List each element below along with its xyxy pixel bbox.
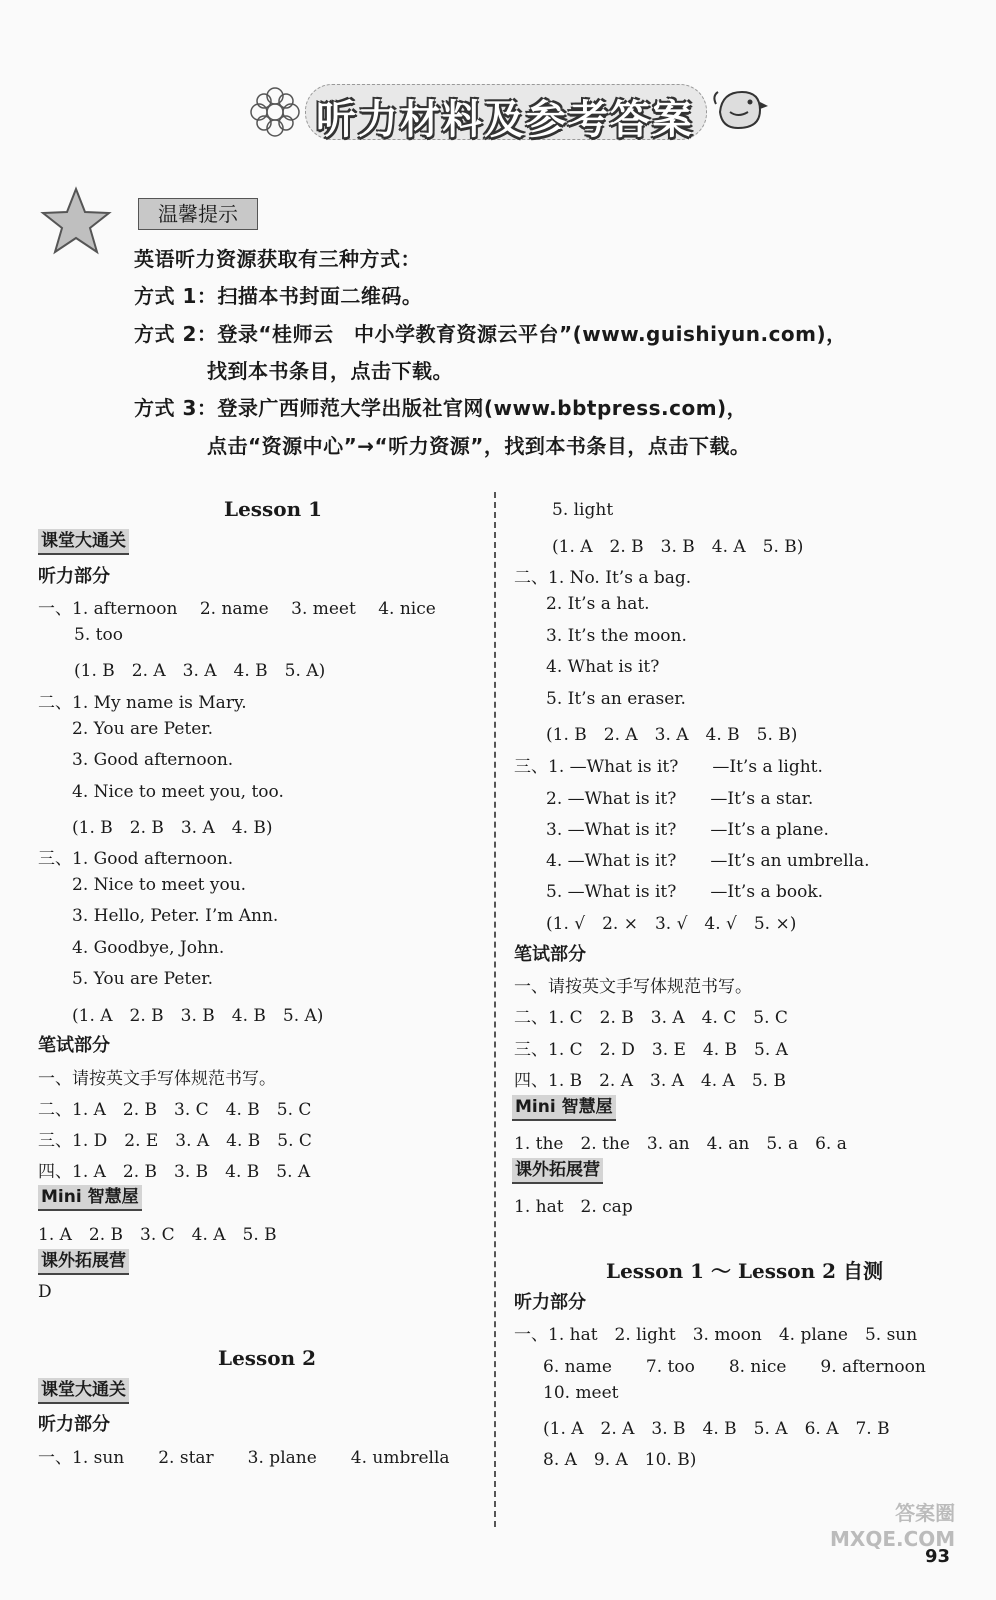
tip-method-3: 方式 3：登录广西师范大学出版社官网(www.bbtpress.com)， [134,396,748,420]
answer-line: 二、1. My name is Mary. [38,693,247,713]
answer-line: 二、1. C 2. B 3. A 4. C 5. C [514,1008,788,1028]
answer-line: D [38,1282,52,1302]
answer-line: 6. name 7. too 8. nice 9. afternoon [543,1357,926,1377]
answer-line: (1. √ 2. × 3. √ 4. √ 5. ×) [546,914,797,934]
answer-line: 3. Hello, Peter. I’m Ann. [72,906,279,926]
answer-line: 4. Nice to meet you, too. [72,782,284,802]
lesson1-title: Lesson 1 [224,497,323,521]
watermark [830,1500,955,1552]
flower-icon [245,82,305,142]
answer-line: 4. —What is it? —It’s an umbrella. [546,851,870,871]
answer-line: 4. What is it? [546,657,660,677]
answer-line: 一、请按英文手写体规范书写。 [514,977,752,997]
self-test-title: Lesson 1 ～ Lesson 2 自测 [606,1259,884,1283]
answer-line: 3. Good afternoon. [72,750,234,770]
lesson2-title: Lesson 2 [218,1346,317,1370]
answer-line: 5. You are Peter. [72,969,213,989]
answer-line: (1. B 2. A 3. A 4. B 5. A) [74,661,326,681]
answer-line: 2. You are Peter. [72,719,213,739]
mini-label: Mini 智慧屋 [38,1185,142,1211]
page-number: 93 [925,1546,951,1567]
answer-line: 4. Goodbye, John. [72,938,225,958]
answer-line: 一、1. afternoon 2. name 3. meet 4. nice [38,599,436,619]
answer-line: 3. It’s the moon. [546,626,687,646]
answer-line: 四、1. B 2. A 3. A 4. A 5. B [514,1071,786,1091]
answer-line: (1. A 2. B 3. B 4. B 5. A) [72,1006,324,1026]
answer-line: 1. the 2. the 3. an 4. an 5. a 6. a [514,1134,847,1154]
answer-line: 一、请按英文手写体规范书写。 [38,1069,276,1089]
answer-line: 一、1. hat 2. light 3. moon 4. plane 5. sun [514,1325,918,1345]
answer-line: 5. It’s an eraser. [546,689,686,709]
classroom-label: 课堂大通关 [38,529,129,555]
column-divider [494,492,496,1527]
answer-line: 5. too [74,625,123,645]
bird-icon [710,82,770,137]
writing-label: 笔试部分 [514,944,586,965]
star-icon [40,185,112,257]
tip-method-2: 方式 2：登录“桂师云 中小学教育资源云平台”(www.guishiyun.com)， [134,322,847,346]
answer-line: 8. A 9. A 10. B) [543,1450,697,1470]
answer-line: 10. meet [543,1383,619,1403]
answer-line: 3. —What is it? —It’s a plane. [546,820,829,840]
header-banner [245,70,765,150]
classroom-label: 课堂大通关 [38,1378,129,1404]
answer-line: 四、1. A 2. B 3. B 4. B 5. A [38,1162,311,1182]
tip-label: 温馨提示 [138,198,258,230]
answer-line: (1. A 2. B 3. B 4. A 5. B) [552,537,804,557]
watermark-line1: 答案圈 [895,1501,956,1525]
answer-line: 三、1. —What is it? —It’s a light. [514,757,823,777]
extension-label: 课外拓展营 [512,1158,603,1184]
answer-line: 一、1. sun 2. star 3. plane 4. umbrella [38,1448,450,1468]
answer-line: 5. —What is it? —It’s a book. [546,882,824,902]
writing-label: 笔试部分 [38,1035,110,1056]
answer-line: 1. A 2. B 3. C 4. A 5. B [38,1225,277,1245]
tip-method-2-cont: 找到本书条目，点击下载。 [207,359,453,383]
mini-label: Mini 智慧屋 [512,1095,616,1121]
extension-label: 课外拓展营 [38,1249,129,1275]
answer-line: 二、1. A 2. B 3. C 4. B 5. C [38,1100,312,1120]
answer-line: 2. It’s a hat. [546,594,650,614]
listening-label: 听力部分 [38,1414,110,1435]
answer-line: 5. light [552,500,614,520]
answer-line: (1. B 2. B 3. A 4. B) [72,818,273,838]
watermark-line2: MXQE.COM [830,1527,956,1551]
answer-line: (1. B 2. A 3. A 4. B 5. B) [546,725,798,745]
tip-method-1: 方式 1：扫描本书封面二维码。 [134,284,423,308]
answer-line: 2. —What is it? —It’s a star. [546,789,814,809]
answer-line: 三、1. C 2. D 3. E 4. B 5. A [514,1040,788,1060]
page-title: 听力材料及参考答案 [316,97,694,143]
answer-line: 2. Nice to meet you. [72,875,247,895]
answer-line: 三、1. D 2. E 3. A 4. B 5. C [38,1131,312,1151]
answer-line: 二、1. No. It’s a bag. [514,568,692,588]
answer-line: 1. hat 2. cap [514,1197,633,1217]
answer-line: (1. A 2. A 3. B 4. B 5. A 6. A 7. B [543,1419,890,1439]
tip-method-3-cont: 点击“资源中心”→“听力资源”，找到本书条目，点击下载。 [207,434,751,458]
tip-intro: 英语听力资源获取有三种方式： [134,247,421,271]
listening-label: 听力部分 [38,566,110,587]
listening-label: 听力部分 [514,1292,586,1313]
answer-line: 三、1. Good afternoon. [38,849,234,869]
